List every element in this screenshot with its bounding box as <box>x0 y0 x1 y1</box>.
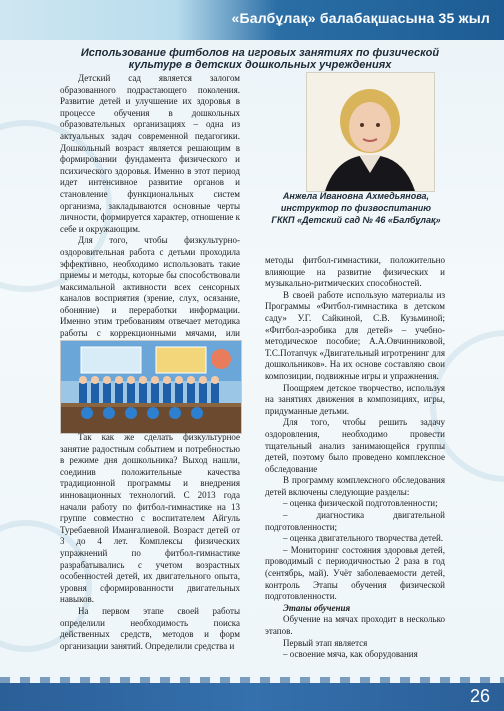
paragraph: – освоение мяча, как оборудования <box>283 649 418 660</box>
paragraph: Поощряем детское творчество, используя на занятиях движения в композициях, игры, придуманные детьми. <box>265 382 445 416</box>
list-item: – Мониторинг состояния здоровья детей, проводимый с периодичностью 2 раза в год (сентябрь, май). Учёт заболеваемости детей, контроль Этапы обучения физической подготовленности. <box>265 544 445 602</box>
list-item: – оценка двигательного творчества детей. <box>283 533 444 544</box>
page-number: 26 <box>469 686 490 706</box>
author-organization: ГККП «Детский сад № 46 «Балбұлақ» <box>271 215 441 225</box>
paragraph: На первом этапе своей работы определили необходимость поиска действенных средств, методов и форм организации занятий. Определили средства и <box>60 605 240 651</box>
children-group-illustration <box>61 341 241 433</box>
column-2-text <box>265 255 445 661</box>
paragraph: В программу комплексного обследования детей включены следующие разделы: <box>265 475 445 497</box>
paragraph: Обучение на мячах проходит в несколько этапов. <box>265 614 445 636</box>
paragraph: Детский сад является залогом образованного подрастающего поколения. Развитие детей и улучшение их здоровья в процессе обучения в дошкольных образовательных организациях – одна из актуальных задач современной педагогики. Дошкольный возраст является решающим в формировании фундамента физического и психического здоровья. Именно в этот период идет интенсивное развитие органов и становление функциональных систем организма, закладываются основные черты личности, формируется характер, отношение к себе и окружающим. <box>60 73 240 234</box>
column-1-continued-text <box>60 432 240 652</box>
section-heading: Этапы обучения <box>283 602 351 613</box>
paragraph: Для того, чтобы физкультурно-оздоровительная работа с детьми проходила эффективно, необходимо использовать такие приемы и методы, которые бы способствовали максимальной активности всех сенсорных каналов восприятия (зрение, слух, осязание, обоняние) и переработки информации. Именно этим требованиям отвечает методика работы с коррекционными мячами, или <box>60 235 240 339</box>
author-role: инструктор по физвоспитанию <box>280 203 432 213</box>
list-item: – оценка физической подготовленности; <box>283 498 438 509</box>
column-1-text <box>60 73 240 351</box>
paragraph: Первый этап является <box>283 637 368 648</box>
footer-band <box>0 683 504 711</box>
author-caption <box>266 190 446 226</box>
list-item: – диагностика двигательной подготовленности; <box>265 510 445 532</box>
portrait-illustration <box>307 73 434 191</box>
paragraph: Для того, чтобы решить задачу оздоровления, необходимо провести тщательный анализ занимающейся группы детей, поэтому было проведено комплексное обследование <box>265 417 445 474</box>
paragraph: В своей работе использую материалы из Программы «Фитбол-гимнастика в детском саду» У.Г. Сайкиной, С.В. Кузьминой; «Фитбол-аэробика для детей» – учебно-методическое пособие; А.А.Овчинниковой, Т.С.Потапчук «Двигательный игротренинг для дошкольников». На их основе составляю свои композиции, подвижные игры и упражнения. <box>265 289 445 381</box>
group-photo <box>60 340 242 434</box>
author-name: Анжела Ивановна Ахмедьянова, <box>282 191 430 201</box>
paragraph: методы фитбол-гимнастики, положительно влияющие на развитие физических и музыкально-ритмических способностей. <box>265 255 445 289</box>
paragraph: Так как же сделать физкультурное занятие радостным событием и потребностью в режиме дня дошкольника? Выход нашли, соединив положительные качества традиционной программы и внедрения инновационных технологий. С 2013 года начали работу по фитбол-гимнастике на 13 группе совместно с воспитателем Айгуль Туребаевной Иманғалиевой. Возраст детей от 3 до 4 лет. Комплексы физических упражнений по фитбол-гимнастике разрабатывались с учетом возрастных особенностей детей, их двигательного опыта, уровня сформированности двигательных навыков. <box>60 432 240 605</box>
article-title: Использование фитболов на игровых занятиях по физической культуре в детских дошкольных учреждениях <box>80 47 440 71</box>
header-title: «Балбұлақ» балабақшасына 35 жыл <box>231 10 490 26</box>
author-portrait <box>306 72 435 192</box>
